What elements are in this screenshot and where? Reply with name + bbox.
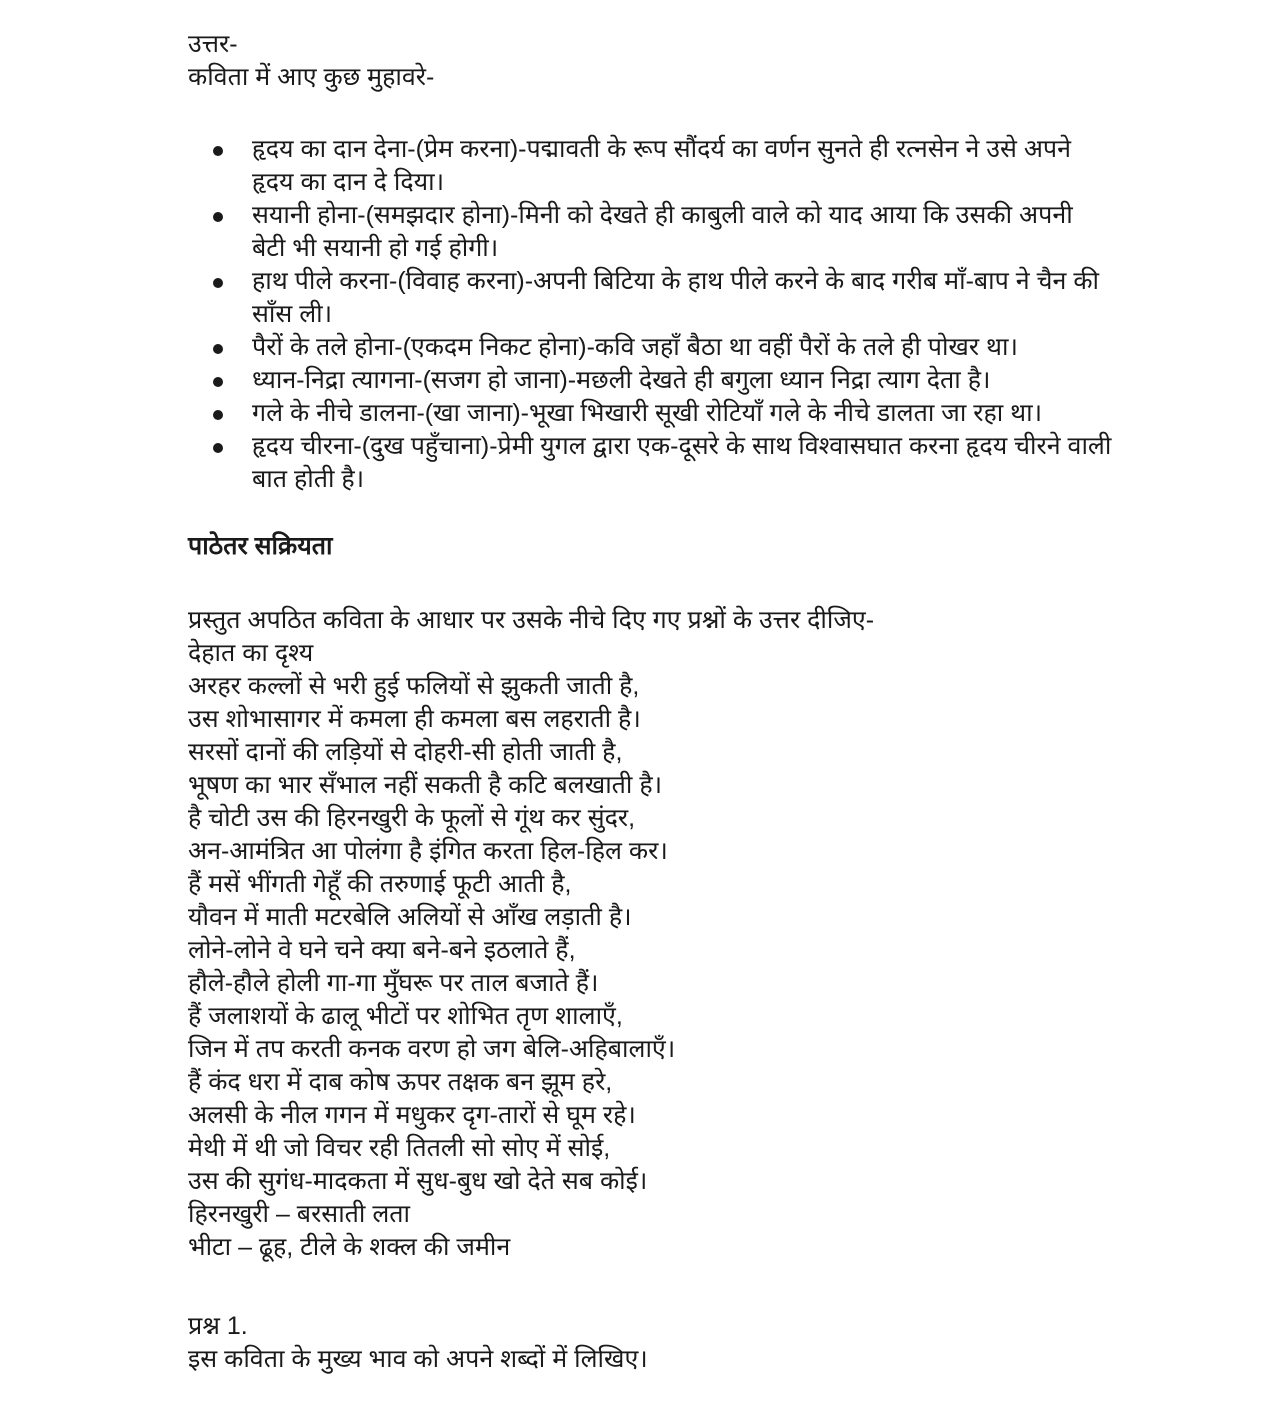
poem-line: हौले-हौले होली गा-गा मुँघरू पर ताल बजाते हैं।	[188, 969, 599, 997]
poem-line: उस की सुगंध-मादकता में सुध-बुध खो देते सब कोई।	[188, 1167, 648, 1195]
poem-line: मेथी में थी जो विचर रही तितली सो सोए में सोई,	[188, 1134, 611, 1162]
list-item: बेटी भी सयानी हो गई होगी।	[252, 234, 499, 262]
poem-line: है चोटी उस की हिरनखुरी के फूलों से गूंथ कर सुंदर,	[188, 804, 636, 832]
bullet-icon	[213, 278, 223, 288]
question-label: प्रश्न 1.	[188, 1312, 248, 1340]
poem-title: देहात का दृश्य	[188, 639, 314, 667]
bullet-icon	[213, 146, 223, 156]
answer-label: उत्तर-	[188, 30, 238, 58]
bullet-icon	[213, 410, 223, 420]
poem-line: हैं कंद धरा में दाब कोष ऊपर तक्षक बन झूम हरे,	[188, 1068, 613, 1096]
list-item: सयानी होना-(समझदार होना)-मिनी को देखते ही काबुली वाले को याद आया कि उसकी अपनी	[252, 201, 1073, 229]
bullet-icon	[213, 344, 223, 354]
poem-line: अरहर कल्लों से भरी हुई फलियों से झुकती जाती है,	[188, 672, 640, 700]
list-item: ध्यान-निद्रा त्यागना-(सजग हो जाना)-मछली देखते ही बगुला ध्यान निद्रा त्याग देता है।	[252, 366, 991, 394]
poem-line: सरसों दानों की लड़ियों से दोहरी-सी होती जाती है,	[188, 738, 623, 766]
list-item: हृदय चीरना-(दुख पहुँचाना)-प्रेमी युगल द्वारा एक-दूसरे के साथ विश्वासघात करना हृदय चीरने वाली	[252, 432, 1112, 460]
question-text: इस कविता के मुख्य भाव को अपने शब्दों में लिखिए।	[188, 1345, 648, 1373]
poem-line: हैं जलाशयों के ढालू भीटों पर शोभित तृण शालाएँ,	[188, 1002, 623, 1030]
poem-line: भीटा – ढूह, टीले के शक्ल की जमीन	[188, 1233, 511, 1261]
bullet-icon	[213, 443, 223, 453]
poem-line: यौवन में माती मटरबेलि अलियों से आँख लड़ाती है।	[188, 903, 632, 931]
list-item: हृदय का दान दे दिया।	[252, 168, 445, 196]
intro-text: कविता में आए कुछ मुहावरे-	[188, 63, 435, 91]
bullet-icon	[213, 377, 223, 387]
poem-line: अन-आमंत्रित आ पोलंगा है इंगित करता हिल-हिल कर।	[188, 837, 668, 865]
list-item: गले के नीचे डालना-(खा जाना)-भूखा भिखारी सूखी रोटियाँ गले के नीचे डालता जा रहा था।	[252, 399, 1043, 427]
poem-line: अलसी के नील गगन में मधुकर दृग-तारों से घूम रहे।	[188, 1101, 636, 1129]
poem-line: हिरनखुरी – बरसाती लता	[188, 1200, 411, 1228]
list-item: बात होती है।	[252, 465, 365, 493]
poem-line: जिन में तप करती कनक वरण हो जग बेलि-अहिबालाएँ।	[188, 1035, 676, 1063]
list-item: हाथ पीले करना-(विवाह करना)-अपनी बिटिया के हाथ पीले करने के बाद गरीब माँ-बाप ने चैन की	[252, 267, 1099, 295]
list-item: पैरों के तले होना-(एकदम निकट होना)-कवि जहाँ बैठा था वहीं पैरों के तले ही पोखर था।	[252, 333, 1018, 361]
instruction: प्रस्तुत अपठित कविता के आधार पर उसके नीचे दिए गए प्रश्नों के उत्तर दीजिए-	[188, 606, 875, 634]
poem-line: उस शोभासागर में कमला ही कमला बस लहराती है।	[188, 705, 641, 733]
poem-line: लोने-लोने वे घने चने क्या बने-बने इठलाते हैं,	[188, 936, 576, 964]
list-item: हृदय का दान देना-(प्रेम करना)-पद्मावती के रूप सौंदर्य का वर्णन सुनते ही रत्नसेन ने उसे अपने	[252, 135, 1071, 163]
section-heading: पाठेतर सक्रियता	[188, 532, 333, 560]
list-item: साँस ली।	[252, 300, 333, 328]
poem-line: हैं मसें भींगती गेहूँ की तरुणाई फूटी आती है,	[188, 870, 572, 898]
bullet-icon	[213, 212, 223, 222]
poem-line: भूषण का भार सँभाल नहीं सकती है कटि बलखाती है।	[188, 771, 663, 799]
